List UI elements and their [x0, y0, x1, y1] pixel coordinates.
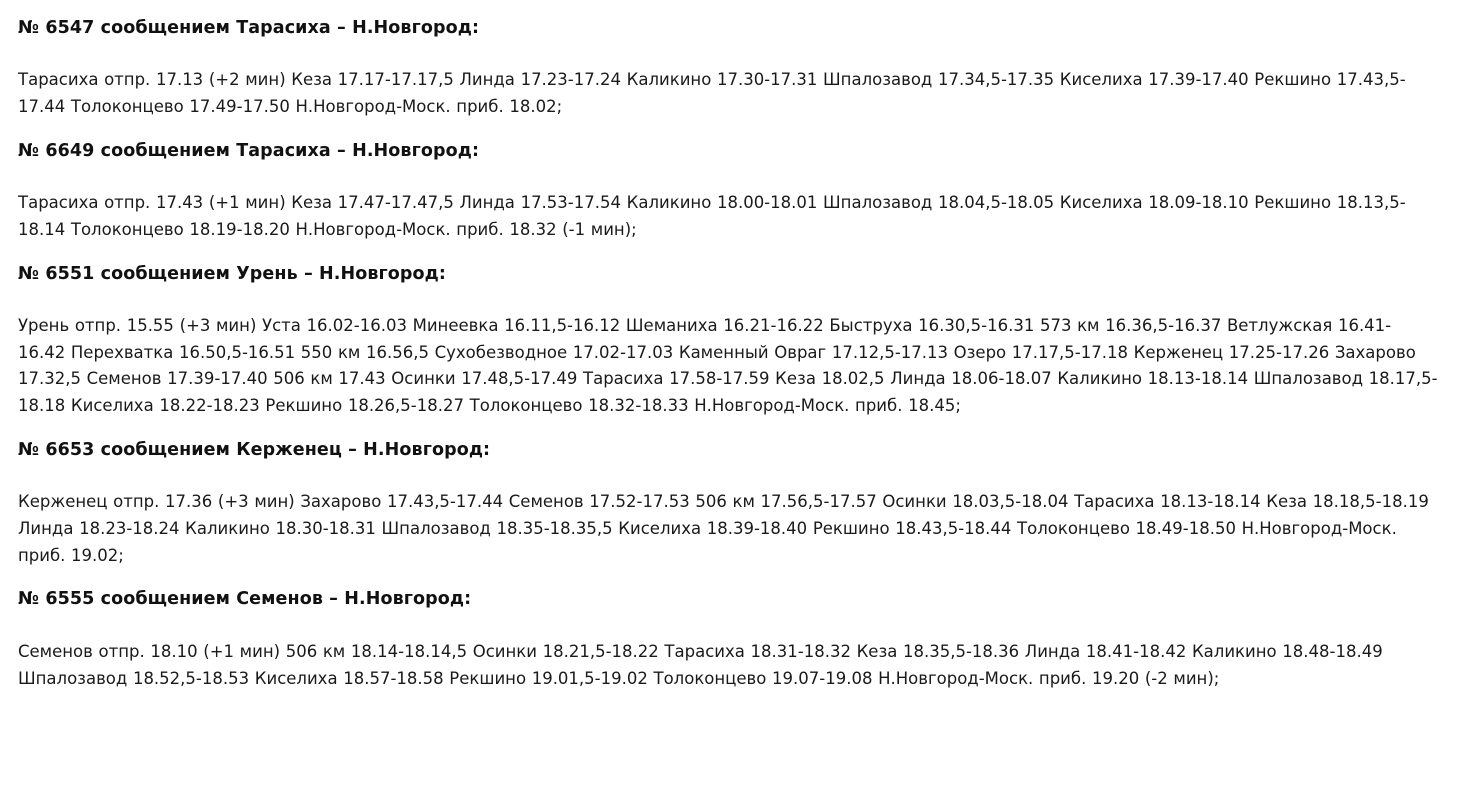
train-title: № 6547 сообщением Тарасиха – Н.Новгород:: [18, 18, 480, 38]
train-title: № 6555 сообщением Семенов – Н.Новгород:: [18, 589, 472, 610]
train-entry: [18, 587, 1450, 692]
train-schedule-text: Тарасиха отпр. 17.43 (+1 мин) Кеза 17.47-17.47,5 Линда 17.53-17.54 Каликино 18.00-18.01 Шпалозавод 18.04,5-18.05 Киселиха 18.09-18.10 Рекшино 18.13,5-18.14 Толоконцево 18.19-18.20 Н.Новгород-Моск. приб. 18.32 (-1 мин);: [18, 193, 1406, 239]
train-schedule-text: Керженец отпр. 17.36 (+3 мин) Захарово 17.43,5-17.44 Семенов 17.52-17.53 506 км 17.56,5-17.57 Осинки 18.03,5-18.04 Тарасиха 18.13-18.14 Кеза 18.18,5-18.19 Линда 18.23-18.24 Каликино 18.30-18.31 Шпалозавод 18.35-18.35,5 Киселиха 18.39-18.40 Рекшино 18.43,5-18.44 Толоконцево 18.49-18.50 Н.Новгород-Моск. приб. 19.02;: [18, 492, 1429, 565]
train-title: № 6551 сообщением Урень – Н.Новгород:: [18, 263, 446, 284]
train-schedule-text: Семенов отпр. 18.10 (+1 мин) 506 км 18.14-18.14,5 Осинки 18.21,5-18.22 Тарасиха 18.31-18.32 Кеза 18.35,5-18.36 Линда 18.41-18.42 Каликино 18.48-18.49 Шпалозавод 18.52,5-18.53 Киселиха 18.57-18.58 Рекшино 19.01,5-19.02 Толоконцево 19.07-19.08 Н.Новгород-Моск. приб. 19.20 (-2 мин);: [18, 641, 1383, 688]
train-entry: [18, 438, 1450, 570]
train-entry: [18, 16, 1450, 121]
train-title: № 6649 сообщением Тарасиха – Н.Новгород:: [18, 140, 480, 161]
train-entry: [18, 262, 1450, 420]
train-entry: [18, 139, 1450, 244]
train-schedule-text: Тарасиха отпр. 17.13 (+2 мин) Кеза 17.17-17.17,5 Линда 17.23-17.24 Каликино 17.30-17.31 Шпалозавод 17.34,5-17.35 Киселиха 17.39-17.40 Рекшино 17.43,5-17.44 Толоконцево 17.49-17.50 Н.Новгород-Моск. приб. 18.02;: [18, 70, 1406, 117]
train-schedule-text: Урень отпр. 15.55 (+3 мин) Уста 16.02-16.03 Минеевка 16.11,5-16.12 Шеманиха 16.21-16.22 Быструха 16.30,5-16.31 573 км 16.36,5-16.37 Ветлужская 16.41-16.42 Перехватка 16.50,5-16.51 550 км 16.56,5 Сухобезводное 17.02-17.03 Каменный Овраг 17.12,5-17.13 Озеро 17.17,5-17.18 Керженец 17.25-17.26 Захарово 17.32,5 Семенов 17.39-17.40 506 км 17.43 Осинки 17.48,5-17.49 Тарасиха 17.58-17.59 Кеза 18.02,5 Линда 18.06-18.07 Каликино 18.13-18.14 Шпалозавод 18.17,5-18.18 Киселиха 18.22-18.23 Рекшино 18.26,5-18.27 Толоконцево 18.32-18.33 Н.Новгород-Моск. приб. 18.45;: [18, 316, 1438, 416]
train-title: № 6653 сообщением Керженец – Н.Новгород:: [18, 439, 491, 460]
